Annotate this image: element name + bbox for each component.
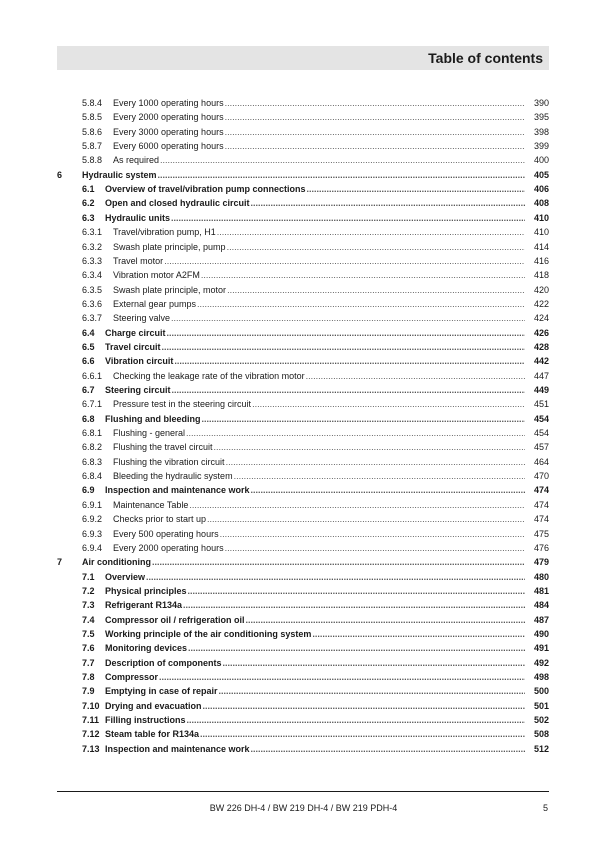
toc-entry-page: 498 xyxy=(533,672,549,682)
toc-leader-dots xyxy=(214,440,525,454)
toc-entry-page: 502 xyxy=(533,715,549,726)
toc-leader-dots xyxy=(306,369,525,383)
toc-leader-dots xyxy=(312,627,525,641)
toc-entry-title: Steering circuit xyxy=(105,385,171,395)
toc-entry-number: 6.2 xyxy=(82,198,95,209)
toc-entry[interactable] xyxy=(0,196,607,210)
toc-entry-page: 454 xyxy=(533,428,549,439)
toc-entry[interactable] xyxy=(0,555,607,569)
toc-entry-number: 7.12 xyxy=(82,729,100,740)
toc-entry-page: 422 xyxy=(533,298,549,309)
toc-entry-number: 6.3.4 xyxy=(82,270,103,281)
toc-entry[interactable] xyxy=(0,225,607,239)
toc-entry[interactable] xyxy=(0,397,607,411)
toc-entry-page: 416 xyxy=(533,255,549,266)
toc-leader-dots xyxy=(246,613,525,627)
toc-leader-dots xyxy=(307,182,525,196)
toc-entry-title: Air conditioning xyxy=(82,557,151,568)
toc-entry-number: 6.1 xyxy=(82,184,95,195)
toc-leader-dots xyxy=(217,225,525,239)
toc-entry-page: 449 xyxy=(533,385,549,395)
toc-entry-title: Overview xyxy=(105,571,146,582)
toc-entry[interactable] xyxy=(0,283,607,297)
toc-entry-title: Hydraulic units xyxy=(105,212,171,223)
toc-entry-page: 410 xyxy=(533,227,549,238)
toc-entry-title: Emptying in case of repair xyxy=(105,686,218,697)
toc-entry-page: 405 xyxy=(533,169,549,180)
toc-entry-number: 6.5 xyxy=(82,341,95,352)
toc-entry-title: Checking the leakage rate of the vibration motor xyxy=(113,370,305,381)
toc-entry-title: Every 3000 operating hours xyxy=(113,126,224,137)
header-bar xyxy=(57,46,549,70)
page-title: Table of contents xyxy=(428,50,543,66)
toc-entry[interactable] xyxy=(0,354,607,368)
toc-entry[interactable] xyxy=(0,168,607,182)
toc-leader-dots xyxy=(172,383,525,397)
toc-leader-dots xyxy=(146,570,525,584)
toc-leader-dots xyxy=(188,584,525,598)
toc-entry-title: Charge circuit xyxy=(105,327,166,338)
toc-leader-dots xyxy=(174,354,525,368)
toc-entry-page: 454 xyxy=(533,413,549,424)
toc-entry-page: 487 xyxy=(533,614,549,625)
toc-leader-dots xyxy=(167,326,525,340)
toc-entry-title: Bleeding the hydraulic system xyxy=(113,471,233,482)
toc-entry-title: Compressor oil / refrigeration oil xyxy=(105,614,245,625)
toc-leader-dots xyxy=(207,512,525,526)
toc-leader-dots xyxy=(225,110,525,124)
toc-entry-page: 406 xyxy=(533,184,549,195)
toc-entry-number: 7.13 xyxy=(82,743,100,754)
toc-entry[interactable] xyxy=(0,254,607,268)
toc-entry-number: 7.3 xyxy=(82,600,95,611)
toc-entry-title: Inspection and maintenance work xyxy=(105,743,250,754)
toc-entry[interactable] xyxy=(0,182,607,196)
toc-entry-number: 7.8 xyxy=(82,672,95,682)
toc-entry-title: Monitoring devices xyxy=(105,643,188,654)
toc-entry-page: 451 xyxy=(533,399,549,410)
toc-entry-number: 6.7.1 xyxy=(82,399,103,410)
toc-entry-title: Vibration circuit xyxy=(105,356,174,367)
toc-entry[interactable] xyxy=(0,297,607,311)
toc-entry-title: Swash plate principle, motor xyxy=(113,284,227,295)
toc-leader-dots xyxy=(219,684,525,698)
toc-entry-title: Working principle of the air conditioning system xyxy=(105,628,312,639)
toc-entry-page: 414 xyxy=(533,241,549,252)
toc-leader-dots xyxy=(186,426,525,440)
toc-entry[interactable] xyxy=(0,584,607,598)
toc-entry-number: 6.3.7 xyxy=(82,313,103,324)
toc-entry[interactable] xyxy=(0,455,607,469)
toc-entry-page: 390 xyxy=(533,98,549,108)
toc-entry[interactable] xyxy=(0,483,607,497)
footer-page-number: 5 xyxy=(542,803,548,813)
toc-entry-title: Every 500 operating hours xyxy=(113,528,219,539)
toc-leader-dots xyxy=(187,713,526,727)
toc-entry-title: Every 6000 operating hours xyxy=(113,141,224,152)
toc-entry-title: Refrigerant R134a xyxy=(105,600,183,611)
toc-entry-page: 420 xyxy=(533,284,549,295)
toc-entry-number: 5.8.7 xyxy=(82,141,103,152)
toc-entry-number: 6 xyxy=(57,169,63,180)
toc-entry-number: 6.8.1 xyxy=(82,428,103,439)
toc-entry[interactable] xyxy=(0,656,607,670)
toc-entry-number: 6.9.4 xyxy=(82,542,103,553)
toc-entry-number: 6.9.1 xyxy=(82,499,103,510)
toc-entry-number: 6.8.4 xyxy=(82,471,103,482)
toc-entry-page: 426 xyxy=(533,327,549,338)
toc-entry-page: 447 xyxy=(533,370,549,381)
toc-entry-title: Hydraulic system xyxy=(82,169,157,180)
toc-entry[interactable] xyxy=(0,627,607,641)
toc-entry-number: 6.9 xyxy=(82,485,95,496)
toc-entry[interactable] xyxy=(0,713,607,727)
toc-leader-dots xyxy=(234,469,525,483)
toc-entry[interactable] xyxy=(0,369,607,383)
toc-entry-title: Every 1000 operating hours xyxy=(113,98,224,108)
toc-entry[interactable] xyxy=(0,469,607,483)
toc-leader-dots xyxy=(202,412,526,426)
toc-entry-page: 442 xyxy=(533,356,549,367)
toc-entry[interactable] xyxy=(0,110,607,124)
toc-entry-number: 6.7 xyxy=(82,385,95,395)
toc-entry-page: 424 xyxy=(533,313,549,324)
toc-leader-dots xyxy=(171,211,525,225)
toc-entry[interactable] xyxy=(0,240,607,254)
toc-entry-title: Filling instructions xyxy=(105,715,186,726)
toc-entry[interactable] xyxy=(0,570,607,584)
toc-entry-title: External gear pumps xyxy=(113,298,197,309)
toc-entry-title: Compressor xyxy=(105,672,159,682)
toc-entry-number: 5.8.4 xyxy=(82,98,103,108)
toc-entry[interactable] xyxy=(0,125,607,139)
toc-entry-number: 7.4 xyxy=(82,614,95,625)
toc-leader-dots xyxy=(251,742,525,756)
toc-leader-dots xyxy=(158,168,525,182)
toc-entry-page: 410 xyxy=(533,212,549,223)
toc-entry[interactable] xyxy=(0,699,607,713)
toc-entry-page: 476 xyxy=(533,542,549,553)
toc-entry-page: 481 xyxy=(533,585,549,596)
toc-entry-page: 475 xyxy=(533,528,549,539)
toc-entry-title: Travel circuit xyxy=(105,341,161,352)
toc-entry-number: 6.8.3 xyxy=(82,456,103,467)
toc-entry[interactable] xyxy=(0,426,607,440)
toc-entry-number: 6.3.5 xyxy=(82,284,103,295)
toc-entry-number: 6.3.6 xyxy=(82,298,103,309)
toc-entry[interactable] xyxy=(0,684,607,698)
toc-entry[interactable] xyxy=(0,527,607,541)
toc-entry-title: Overview of travel/vibration pump connections xyxy=(105,184,306,195)
toc-entry[interactable] xyxy=(0,96,607,110)
toc-entry-page: 480 xyxy=(533,571,549,582)
toc-entry-title: Flushing and bleeding xyxy=(105,413,201,424)
toc-entry-number: 6.9.3 xyxy=(82,528,103,539)
toc-entry-page: 479 xyxy=(533,557,549,568)
toc-entry[interactable] xyxy=(0,742,607,756)
toc-entry-title: Vibration motor A2FM xyxy=(113,270,200,281)
toc-entry[interactable] xyxy=(0,383,607,397)
toc-entry-number: 7.10 xyxy=(82,700,100,711)
toc-entry[interactable] xyxy=(0,311,607,325)
toc-entry-number: 6.8.2 xyxy=(82,442,103,453)
toc-entry-title: Maintenance Table xyxy=(113,499,189,510)
toc-entry-number: 6.3.1 xyxy=(82,227,103,238)
toc-entry-page: 474 xyxy=(533,514,549,525)
toc-entry-page: 470 xyxy=(533,471,549,482)
toc-leader-dots xyxy=(225,139,525,153)
toc-entry-page: 395 xyxy=(533,112,549,123)
toc-entry-number: 6.3 xyxy=(82,212,95,223)
toc-leader-dots xyxy=(225,96,525,110)
toc-entry[interactable] xyxy=(0,340,607,354)
toc-entry-title: Flushing - general xyxy=(113,428,186,439)
toc-leader-dots xyxy=(160,153,525,167)
toc-entry-number: 6.6 xyxy=(82,356,95,367)
toc-entry-title: Swash plate principle, pump xyxy=(113,241,226,252)
toc-entry-page: 399 xyxy=(533,141,549,152)
toc-entry-number: 6.9.2 xyxy=(82,514,103,525)
toc-leader-dots xyxy=(162,340,525,354)
toc-entry-page: 428 xyxy=(533,341,549,352)
footer-divider xyxy=(57,791,549,792)
toc-entry-number: 7.9 xyxy=(82,686,95,697)
toc-entry-number: 7.6 xyxy=(82,643,95,654)
toc-entry-title: Travel motor xyxy=(113,255,164,266)
toc-leader-dots xyxy=(252,397,525,411)
toc-entry-title: Open and closed hydraulic circuit xyxy=(105,198,250,209)
toc-entry-page: 508 xyxy=(533,729,549,740)
toc-entry-number: 6.8 xyxy=(82,413,95,424)
toc-entry-number: 6.3.2 xyxy=(82,241,103,252)
toc-entry-title: Flushing the vibration circuit xyxy=(113,456,225,467)
toc-entry-number: 6.4 xyxy=(82,327,95,338)
toc-entry-number: 7.11 xyxy=(82,715,100,726)
toc-entry-page: 500 xyxy=(533,686,549,697)
toc-entry[interactable] xyxy=(0,641,607,655)
toc-leader-dots xyxy=(189,498,525,512)
toc-entry-page: 501 xyxy=(533,700,549,711)
toc-entry[interactable] xyxy=(0,541,607,555)
toc-entry-number: 7.5 xyxy=(82,628,95,639)
toc-leader-dots xyxy=(152,555,525,569)
toc-entry-page: 512 xyxy=(533,743,549,754)
toc-leader-dots xyxy=(225,541,525,555)
toc-leader-dots xyxy=(200,727,525,741)
toc-leader-dots xyxy=(251,196,525,210)
toc-entry-title: Drying and evacuation xyxy=(105,700,202,711)
toc-entry[interactable] xyxy=(0,670,607,684)
toc-entry-page: 474 xyxy=(533,485,549,496)
toc-entry-number: 5.8.6 xyxy=(82,126,103,137)
toc-entry[interactable] xyxy=(0,139,607,153)
toc-leader-dots xyxy=(220,527,525,541)
toc-leader-dots xyxy=(171,311,525,325)
toc-entry-title: Flushing the travel circuit xyxy=(113,442,213,453)
toc-leader-dots xyxy=(159,670,525,684)
toc-entry-title: Travel/vibration pump, H1 xyxy=(113,227,216,238)
toc-entry[interactable] xyxy=(0,326,607,340)
toc-entry-title: As required xyxy=(113,155,160,166)
toc-leader-dots xyxy=(226,455,525,469)
toc-entry-title: Checks prior to start up xyxy=(113,514,207,525)
toc-entry-page: 492 xyxy=(533,657,549,668)
toc-entry[interactable] xyxy=(0,412,607,426)
toc-entry-page: 400 xyxy=(533,155,549,166)
toc-leader-dots xyxy=(227,283,525,297)
toc-entry-page: 490 xyxy=(533,628,549,639)
toc-entry-number: 7 xyxy=(57,557,63,568)
toc-entry-title: Description of components xyxy=(105,657,222,668)
toc-entry[interactable] xyxy=(0,727,607,741)
toc-entry[interactable] xyxy=(0,512,607,526)
toc-entry-page: 408 xyxy=(533,198,549,209)
toc-entry-title: Steering valve xyxy=(113,313,171,324)
toc-leader-dots xyxy=(201,268,525,282)
toc-entry-number: 6.6.1 xyxy=(82,370,103,381)
toc-leader-dots xyxy=(227,240,525,254)
toc-entry-number: 5.8.8 xyxy=(82,155,103,166)
toc-entry-title: Steam table for R134a xyxy=(105,729,200,740)
toc-entry[interactable] xyxy=(0,598,607,612)
toc-entry-title: Physical principles xyxy=(105,585,187,596)
toc-entry-number: 6.3.3 xyxy=(82,255,103,266)
toc-entry-number: 5.8.5 xyxy=(82,112,103,123)
toc-entry-title: Inspection and maintenance work xyxy=(105,485,250,496)
toc-entry-number: 7.7 xyxy=(82,657,95,668)
toc-entry-number: 7.1 xyxy=(82,571,95,582)
toc-entry-page: 474 xyxy=(533,499,549,510)
toc-leader-dots xyxy=(164,254,525,268)
toc-entry-title: Every 2000 operating hours xyxy=(113,542,224,553)
toc-entry[interactable] xyxy=(0,268,607,282)
toc-entry-page: 484 xyxy=(533,600,549,611)
toc-leader-dots xyxy=(203,699,525,713)
toc-leader-dots xyxy=(225,125,525,139)
toc-entry[interactable] xyxy=(0,440,607,454)
toc-entry-page: 418 xyxy=(533,270,549,281)
toc-entry[interactable] xyxy=(0,211,607,225)
toc-entry-page: 464 xyxy=(533,456,549,467)
toc-entry[interactable] xyxy=(0,613,607,627)
toc-entry-page: 398 xyxy=(533,126,549,137)
toc-leader-dots xyxy=(197,297,525,311)
toc-entry[interactable] xyxy=(0,498,607,512)
toc-entry-page: 491 xyxy=(533,643,549,654)
footer-model-text: BW 226 DH-4 / BW 219 DH-4 / BW 219 PDH-4 xyxy=(209,803,398,813)
toc-entry-title: Pressure test in the steering circuit xyxy=(113,399,252,410)
toc-leader-dots xyxy=(188,641,525,655)
toc-entry-page: 457 xyxy=(533,442,549,453)
toc-leader-dots xyxy=(183,598,525,612)
toc-entry[interactable] xyxy=(0,153,607,167)
toc-leader-dots xyxy=(251,483,525,497)
toc-leader-dots xyxy=(223,656,525,670)
toc-entry-title: Every 2000 operating hours xyxy=(113,112,224,123)
toc-entry-number: 7.2 xyxy=(82,585,95,596)
